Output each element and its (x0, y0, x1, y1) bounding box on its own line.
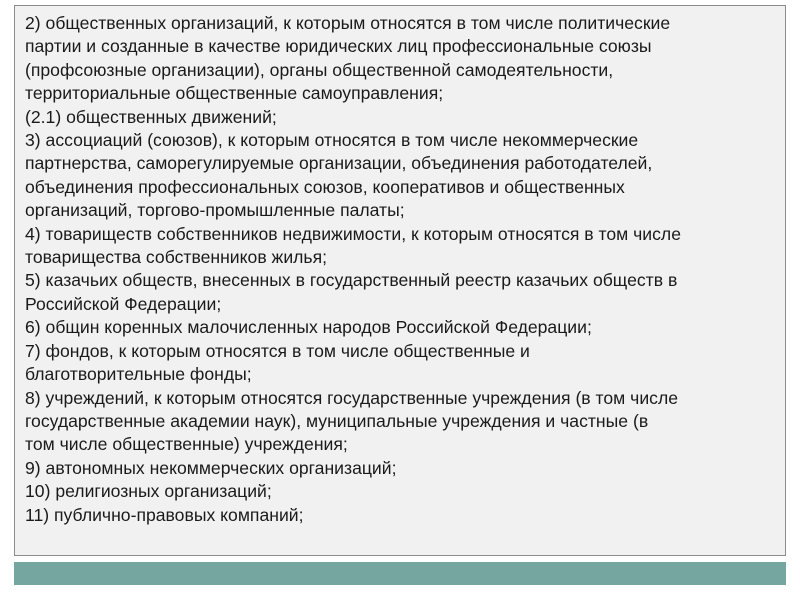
text-line: 8) учреждений, к которым относятся государственные учреждения (в том числе (25, 387, 679, 408)
text-line: 3) ассоциаций (союзов), к которым относятся в том числе некоммерческие (25, 130, 639, 151)
text-line: объединения профессиональных союзов, кооперативов и общественных (25, 176, 625, 197)
text-line: том числе общественные) учреждения; (25, 434, 348, 455)
text-line: Российской Федерации; (25, 293, 222, 314)
text-line: (профсоюзные организации), органы общественной самодеятельности, (25, 59, 614, 80)
text-line: 5) казачьих обществ, внесенных в государственный реестр казачьих обществ в (25, 270, 678, 291)
text-line: (2.1) общественных движений; (25, 106, 277, 127)
text-box (14, 5, 786, 556)
text-line: 11) публично-правовых компаний; (25, 504, 304, 525)
text-line: 10) религиозных организаций; (25, 481, 272, 502)
text-line: 7) фондов, к которым относятся в том числе общественные и (25, 340, 530, 361)
text-line: благотворительные фонды; (25, 364, 252, 385)
text-line: государственные академии наук), муниципальные учреждения и частные (в (25, 410, 649, 431)
footer-bar (14, 562, 786, 585)
text-line: территориальные общественные самоуправления; (25, 83, 444, 104)
text-line: партии и созданные в качестве юридических лиц профессиональные союзы (25, 36, 652, 57)
text-line: 4) товариществ собственников недвижимости, к которым относятся в том числе (25, 223, 681, 244)
text-line: товарищества собственников жилья; (25, 247, 327, 268)
text-line: партнерства, саморегулируемые организации, объединения работодателей, (25, 153, 653, 174)
text-line: 6) общин коренных малочисленных народов Российской Федерации; (25, 317, 592, 338)
text-line: 9) автономных некоммерческих организаций; (25, 457, 397, 478)
text-line: 2) общественных организаций, к которым относятся в том числе политические (25, 13, 671, 33)
text-line: организаций, торгово-промышленные палаты; (25, 200, 405, 221)
